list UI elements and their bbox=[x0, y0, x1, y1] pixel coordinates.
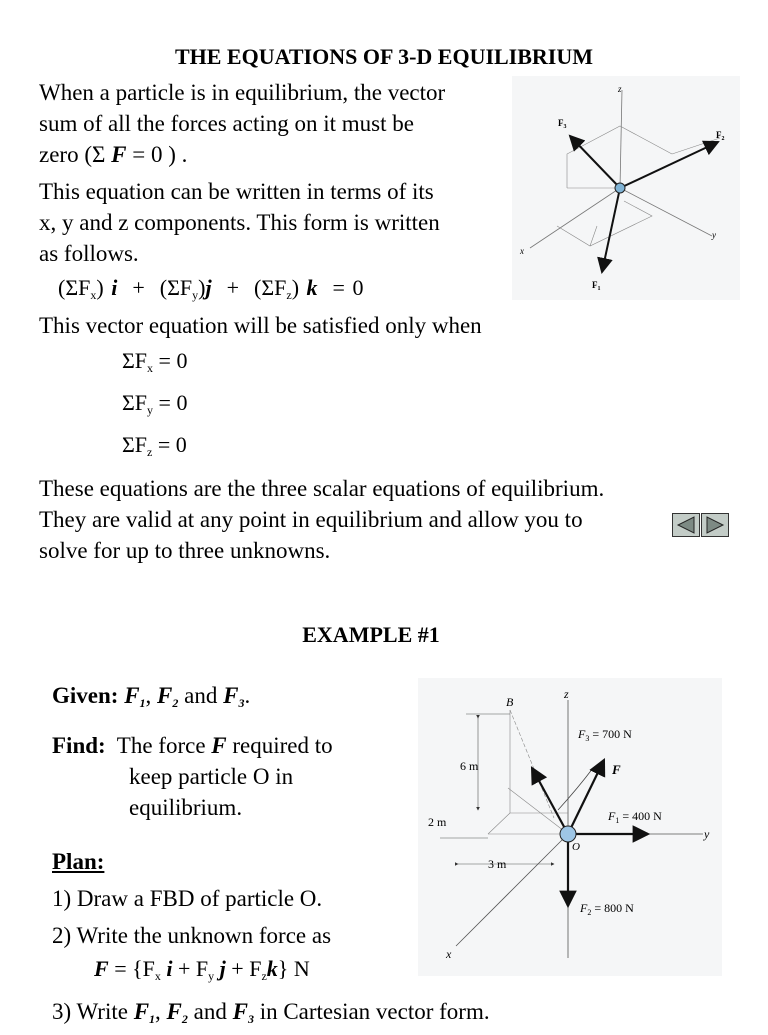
unit-j: j bbox=[219, 956, 226, 981]
scalar-lhs: ΣF bbox=[122, 348, 148, 373]
example-heading: EXAMPLE #1 bbox=[302, 622, 440, 647]
force-symbol: F bbox=[133, 999, 150, 1024]
scalar-rhs: = 0 bbox=[157, 432, 187, 457]
sum-fx: (ΣF bbox=[58, 275, 91, 300]
find-pre: The force bbox=[116, 733, 212, 758]
fig2-f3-label: $F_3 = 700$ N bbox=[578, 727, 632, 743]
equals-zero: = 0 bbox=[332, 275, 364, 300]
sub-x: x bbox=[90, 288, 97, 302]
previous-slide-button[interactable] bbox=[672, 513, 700, 537]
fig2-f2-label: $F_2 = 800$ N bbox=[580, 901, 634, 917]
fig2-3m-label: 3 m bbox=[488, 857, 507, 871]
fig2-6m-label: 6 m bbox=[460, 759, 479, 773]
scalar-sub: x bbox=[147, 361, 154, 375]
find-label: Find: bbox=[52, 733, 106, 758]
find-line-1 bbox=[52, 730, 333, 761]
paren-close: ) bbox=[198, 275, 206, 300]
plan-step-1: 1) Draw a FBD of particle O. bbox=[52, 886, 323, 911]
sub-3: 3 bbox=[247, 1012, 254, 1026]
eq-tail: } N bbox=[277, 956, 310, 981]
scalar-equation-z bbox=[122, 432, 187, 460]
force-symbol: F bbox=[211, 733, 227, 758]
sub-1: 1 bbox=[149, 1012, 156, 1026]
components-line-2: x, y and z components. This form is written bbox=[39, 210, 440, 235]
force-symbol: F bbox=[157, 683, 173, 708]
equilibrium-diagram bbox=[512, 76, 740, 300]
force-symbol: F bbox=[94, 956, 109, 981]
fig2-x-label: x bbox=[446, 947, 452, 961]
plan-step-3: 3) Write $F_1$, $F_2$ and $F_3$ in Cartesian vector form. bbox=[52, 999, 490, 1026]
satisfied-text: This vector equation will be satisfied only when bbox=[39, 313, 482, 338]
sub-2: 2 bbox=[172, 696, 179, 710]
example-diagram bbox=[418, 678, 722, 976]
page-title: THE EQUATIONS OF 3-D EQUILIBRIUM bbox=[174, 44, 594, 69]
fig1-z-label: z bbox=[618, 84, 622, 94]
force-symbol: F bbox=[223, 683, 239, 708]
sub-1: 1 bbox=[139, 696, 146, 710]
fig1-f2-label: $F_2$ bbox=[716, 130, 725, 142]
scalar-equation-y bbox=[122, 390, 187, 418]
unit-k: k bbox=[306, 275, 318, 300]
conclusion-line-3: solve for up to three unknowns. bbox=[39, 538, 331, 563]
conclusion-line-1: These equations are the three scalar equations of equilibrium. bbox=[39, 476, 605, 501]
given-line: Given: $F_1$, $F_2$ and $F_3$. bbox=[52, 683, 251, 710]
sum-fz: (ΣF bbox=[254, 275, 287, 300]
triangle-right-icon bbox=[702, 514, 728, 536]
fig1-y-label: y bbox=[712, 230, 716, 240]
intro-line-3 bbox=[39, 139, 445, 170]
sub-3: 3 bbox=[238, 696, 245, 710]
given-label: Given: bbox=[52, 683, 119, 708]
plan-label: Plan: bbox=[52, 849, 105, 874]
unit-i: i bbox=[166, 956, 173, 981]
force-symbol: F bbox=[111, 142, 127, 167]
sub-x: x bbox=[154, 969, 161, 983]
intro-line-3-post: = 0 ) . bbox=[126, 142, 188, 167]
plus-sign: + bbox=[226, 275, 239, 300]
components-line-3: as follows. bbox=[39, 241, 139, 266]
unit-i: i bbox=[111, 275, 118, 300]
scalar-equation-x bbox=[122, 348, 187, 376]
find-line-3: equilibrium. bbox=[129, 795, 243, 820]
conclusion-paragraph bbox=[39, 473, 604, 566]
intro-paragraph bbox=[39, 77, 445, 170]
plan-step-2: 2) Write the unknown force as bbox=[52, 923, 332, 948]
sub-y: y bbox=[192, 288, 199, 302]
sub-2: 2 bbox=[181, 1012, 188, 1026]
and-text: and bbox=[187, 999, 233, 1024]
force-symbol: F bbox=[124, 683, 140, 708]
triangle-left-icon bbox=[673, 514, 699, 536]
equilibrium-figure bbox=[512, 76, 740, 300]
find-post: required to bbox=[226, 733, 333, 758]
find-line-2: keep particle O in bbox=[129, 764, 294, 789]
force-symbol: F bbox=[166, 999, 182, 1024]
paren-close: ) bbox=[291, 275, 300, 300]
fig2-f1-label: $F_1 = 400$ N bbox=[608, 809, 662, 825]
fig2-o-label: O bbox=[572, 841, 580, 853]
paren-close: ) bbox=[96, 275, 104, 300]
eq-mid: = {F bbox=[108, 956, 155, 981]
force-symbol: F bbox=[232, 999, 248, 1024]
fig1-f3-label: $F_3$ bbox=[558, 118, 567, 130]
conclusion-line-2: They are valid at any point in equilibrium and allow you to bbox=[39, 507, 583, 532]
scalar-sub: y bbox=[147, 403, 154, 417]
fig1-x-label: x bbox=[520, 246, 524, 256]
scalar-sub: z bbox=[147, 445, 153, 459]
intro-line-2: sum of all the forces acting on it must be bbox=[39, 111, 414, 136]
unit-j: j bbox=[205, 275, 212, 300]
sub-z: z bbox=[261, 969, 267, 983]
fig2-y-label: y bbox=[704, 827, 710, 841]
vector-equation bbox=[58, 275, 363, 303]
sub-z: z bbox=[286, 288, 292, 302]
fig2-b-label: B bbox=[506, 695, 514, 709]
intro-line-3-pre: zero (Σ bbox=[39, 142, 112, 167]
sub-y: y bbox=[208, 969, 215, 983]
fig2-z-label: z bbox=[564, 687, 569, 701]
plus-sign: + bbox=[132, 275, 145, 300]
fig2-2m-label: 2 m bbox=[428, 815, 447, 829]
scalar-lhs: ΣF bbox=[122, 432, 148, 457]
step3-pre: 3) Write bbox=[52, 999, 134, 1024]
unknown-force-equation: $F = \{F_x$ $i + F_y$ $j + F_zk$} N bbox=[94, 956, 310, 983]
components-paragraph bbox=[39, 176, 440, 269]
next-slide-button[interactable] bbox=[701, 513, 729, 537]
fig2-f-label: F bbox=[612, 762, 621, 777]
example-figure bbox=[418, 678, 722, 976]
scalar-rhs: = 0 bbox=[158, 390, 188, 415]
scalar-lhs: ΣF bbox=[122, 390, 148, 415]
intro-line-1: When a particle is in equilibrium, the vector bbox=[39, 80, 446, 105]
sum-fy: (ΣF bbox=[159, 275, 193, 300]
find-block bbox=[52, 730, 333, 823]
unit-k: k bbox=[266, 956, 278, 981]
and-text: and bbox=[178, 683, 224, 708]
period: . bbox=[244, 683, 251, 708]
scalar-rhs: = 0 bbox=[158, 348, 188, 373]
fig1-f1-label: $F_1$ bbox=[592, 280, 601, 292]
components-line-1: This equation can be written in terms of its bbox=[39, 179, 434, 204]
step3-post: in Cartesian vector form. bbox=[253, 999, 490, 1024]
